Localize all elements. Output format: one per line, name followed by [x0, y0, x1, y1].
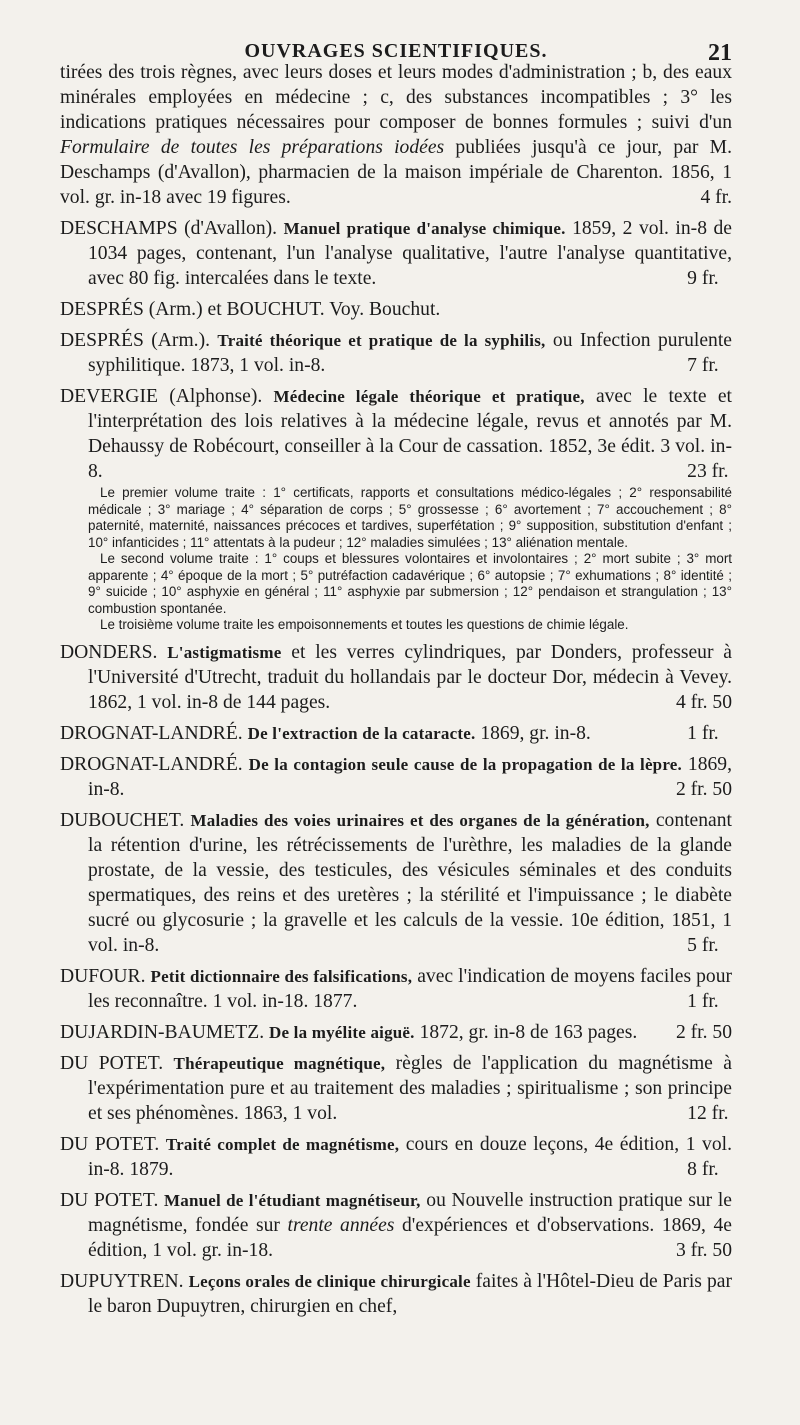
- entry-price: 2 fr. 50: [675, 1021, 732, 1043]
- entry-description: Voy. Bouchut.: [329, 299, 441, 320]
- entry-title: Petit dictionnaire des falsifications,: [150, 966, 413, 986]
- note-paragraph: Le premier volume traite : 1° certificats, rapports et consultations médico-légales ; 2° responsabilité médicale ; 3° mariage ; 4° séparation de corps ; 5° grossesse ; 6° avortement ; 7° accouchement ; 8° paternité, maternité, naissances précoces et tardives, superfétation ; 9° supposition, substitution d'enfant ; 10° infanticides ; 11° attentats à la pudeur ; 12° maladies simulées ; 13° aliénation mentale.: [88, 485, 732, 550]
- catalog-entry: [60, 328, 732, 378]
- entry-price: 4 fr.: [700, 187, 732, 208]
- entry-title: De la contagion seule cause de la propagation de la lèpre.: [248, 754, 682, 774]
- entry-price: 23 fr.: [687, 461, 729, 482]
- entry-description: et les verres cylindriques, par Donders, professeur à l'Université d'Utrecht, traduit du hollandais par le docteur Dor, médecin à Vevey. 1862, 1 vol. in-8 de 144 pages.: [88, 641, 732, 713]
- entry-author: DESCHAMPS (d'Avallon).: [60, 218, 278, 239]
- running-head: [60, 0, 732, 66]
- catalog-entry: [60, 1051, 732, 1126]
- page-number: 21: [708, 40, 732, 66]
- entry-title: Médecine légale théorique et pratique,: [273, 387, 585, 406]
- entry-author: DUBOUCHET.: [60, 809, 185, 831]
- entry-author: DU POTET.: [60, 1133, 160, 1155]
- entry-author: DEVERGIE (Alphonse).: [60, 386, 263, 407]
- entry-price: 2 fr. 50: [675, 778, 732, 800]
- entry-description: 1869, in-8.: [88, 753, 732, 800]
- catalog-entry: [60, 1020, 732, 1045]
- note-paragraph: Le second volume traite : 1° coups et blessures volontaires et involontaires ; 2° mort subite ; 3° mort apparente ; 4° époque de la mort ; 5° putréfaction cadavérique ; 6° autopsie ; 7° exhumations ; 8° identité ; 9° suicide ; 10° asphyxie en général ; 11° asphyxie par submersion ; 12° pendaison et strangulation ; 13° combustion spontanée.: [88, 551, 732, 616]
- entry-description: ou Infection purulente syphilitique. 1873, 1 vol. in-8.: [88, 330, 732, 376]
- entry-title: L'astigmatisme: [167, 642, 282, 662]
- entry-price: 1 fr.: [687, 722, 719, 744]
- entry-author: DUJARDIN-BAUMETZ.: [60, 1021, 265, 1043]
- entry-author: DONDERS.: [60, 641, 158, 663]
- entry-author: DROGNAT-LANDRÉ.: [60, 722, 243, 744]
- entry-title: Maladies des voies urinaires et des organes de la génération,: [190, 810, 650, 830]
- catalog-entry: [60, 216, 732, 291]
- entry-description: règles de l'application du magnétisme à l'expérimentation pure et au traitement des maladies ; spiritualisme ; son principe et ses phénomènes. 1863, 1 vol.: [88, 1052, 732, 1124]
- entry-price: 8 fr.: [687, 1158, 719, 1180]
- entry-description-2: d'expériences et d'observations. 1869, 4e édition, 1 vol. gr. in-18.: [88, 1214, 732, 1261]
- entry-title: Manuel pratique d'analyse chimique.: [283, 219, 566, 238]
- entry-description: 1872, gr. in-8 de 163 pages.: [419, 1021, 638, 1043]
- entry-description: avec le texte et l'interprétation des lois relatives à la médecine légale, revus et annotés par M. Dehaussy de Robécourt, conseiller à la Cour de cassation. 1852, 3e édit. 3 vol. in-8.: [88, 386, 732, 482]
- entry-title: Thérapeutique magnétique,: [173, 1053, 386, 1073]
- entry-title: De la myélite aiguë.: [269, 1022, 415, 1042]
- continuation-text-2: publiées jusqu'à ce jour, par M. Deschamps (d'Avallon), pharmacien de la maison impériale de Charenton. 1856, 1 vol. gr. in-18 avec 19 figures.: [60, 137, 733, 208]
- entry-title: Traité théorique et pratique de la syphilis,: [217, 331, 546, 350]
- entry-author: DU POTET.: [60, 1189, 159, 1211]
- entry-continuation: [60, 60, 732, 210]
- catalog-entry: [60, 1132, 732, 1182]
- catalog-entry: [60, 640, 732, 715]
- entry-title: Leçons orales de clinique chirurgicale: [188, 1271, 471, 1291]
- contents-note: [60, 485, 732, 634]
- entry-description: faites à l'Hôtel-Dieu de Paris par le baron Dupuytren, chirurgien en chef,: [88, 1270, 732, 1317]
- entry-title: Manuel de l'étudiant magnétiseur,: [164, 1190, 421, 1210]
- entry-description-italic: trente années: [287, 1214, 395, 1236]
- note-paragraph: Le troisième volume traite les empoisonnements et toutes les questions de chimie légale.: [100, 617, 629, 632]
- entry-author: DESPRÉS (Arm.) et BOUCHUT.: [60, 299, 325, 320]
- entry-description: 1859, 2 vol. in-8 de 1034 pages, contenant, l'un l'analyse qualitative, l'autre l'analyse quantitative, avec 80 fig. intercalées dans le texte.: [88, 218, 732, 289]
- continuation-text: tirées des trois règnes, avec leurs doses et leurs modes d'administration ; b, des eaux minérales employées en médecine ; c, des substances incompatibles ; 3° les indications pratiques nécessaires pour composer de bonnes formules ; suivi d'un: [60, 62, 732, 133]
- catalog-entry: [60, 1269, 732, 1319]
- catalog-entry: [60, 752, 732, 802]
- catalog-entry: [60, 964, 732, 1014]
- running-title: OUVRAGES SCIENTIFIQUES.: [244, 40, 548, 62]
- entry-title: Traité complet de magnétisme,: [165, 1134, 400, 1154]
- entry-price: 1 fr.: [687, 990, 719, 1012]
- catalog-entry: [60, 297, 732, 322]
- entry-description: ou Nouvelle instruction pratique sur le magnétisme, fondée sur: [88, 1189, 732, 1236]
- catalog-entry: [60, 721, 732, 746]
- entry-title: De l'extraction de la cataracte.: [247, 723, 476, 743]
- entry-description: contenant la rétention d'urine, les rétrécissements de l'urèthre, les maladies de la glande prostate, de la vessie, des testicules, des vésicules séminales et des conduits spermatiques, des reins et des uretères ; la stérilité et l'impuissance ; le diabète sucré ou glycosurie ; la gravelle et les calculs de la vessie. 10e édition, 1851, 1 vol. in-8.: [88, 809, 732, 956]
- entry-author: DU POTET.: [60, 1052, 164, 1074]
- entry-author: DUPUYTREN.: [60, 1270, 184, 1292]
- catalog-entry: [60, 808, 732, 958]
- entry-price: 3 fr. 50: [675, 1239, 732, 1261]
- entry-description: cours en douze leçons, 4e édition, 1 vol. in-8. 1879.: [88, 1133, 732, 1180]
- entry-description: avec l'indication de moyens faciles pour les reconnaître. 1 vol. in-18. 1877.: [88, 965, 733, 1012]
- entry-price: 9 fr.: [687, 268, 719, 289]
- entry-author: DROGNAT-LANDRÉ.: [60, 753, 243, 775]
- entry-price: 5 fr.: [687, 934, 719, 956]
- entry-author: DESPRÉS (Arm.).: [60, 330, 211, 351]
- entry-description: 1869, gr. in-8.: [480, 722, 591, 744]
- entry-price: 12 fr.: [687, 1102, 729, 1124]
- continuation-italic: Formulaire de toutes les préparations iodées: [60, 137, 445, 158]
- catalog-entry: [60, 384, 732, 484]
- entry-price: 7 fr.: [687, 355, 719, 376]
- entry-author: DUFOUR.: [60, 965, 146, 987]
- catalog-entry: [60, 1188, 732, 1263]
- entry-price: 4 fr. 50: [675, 691, 732, 713]
